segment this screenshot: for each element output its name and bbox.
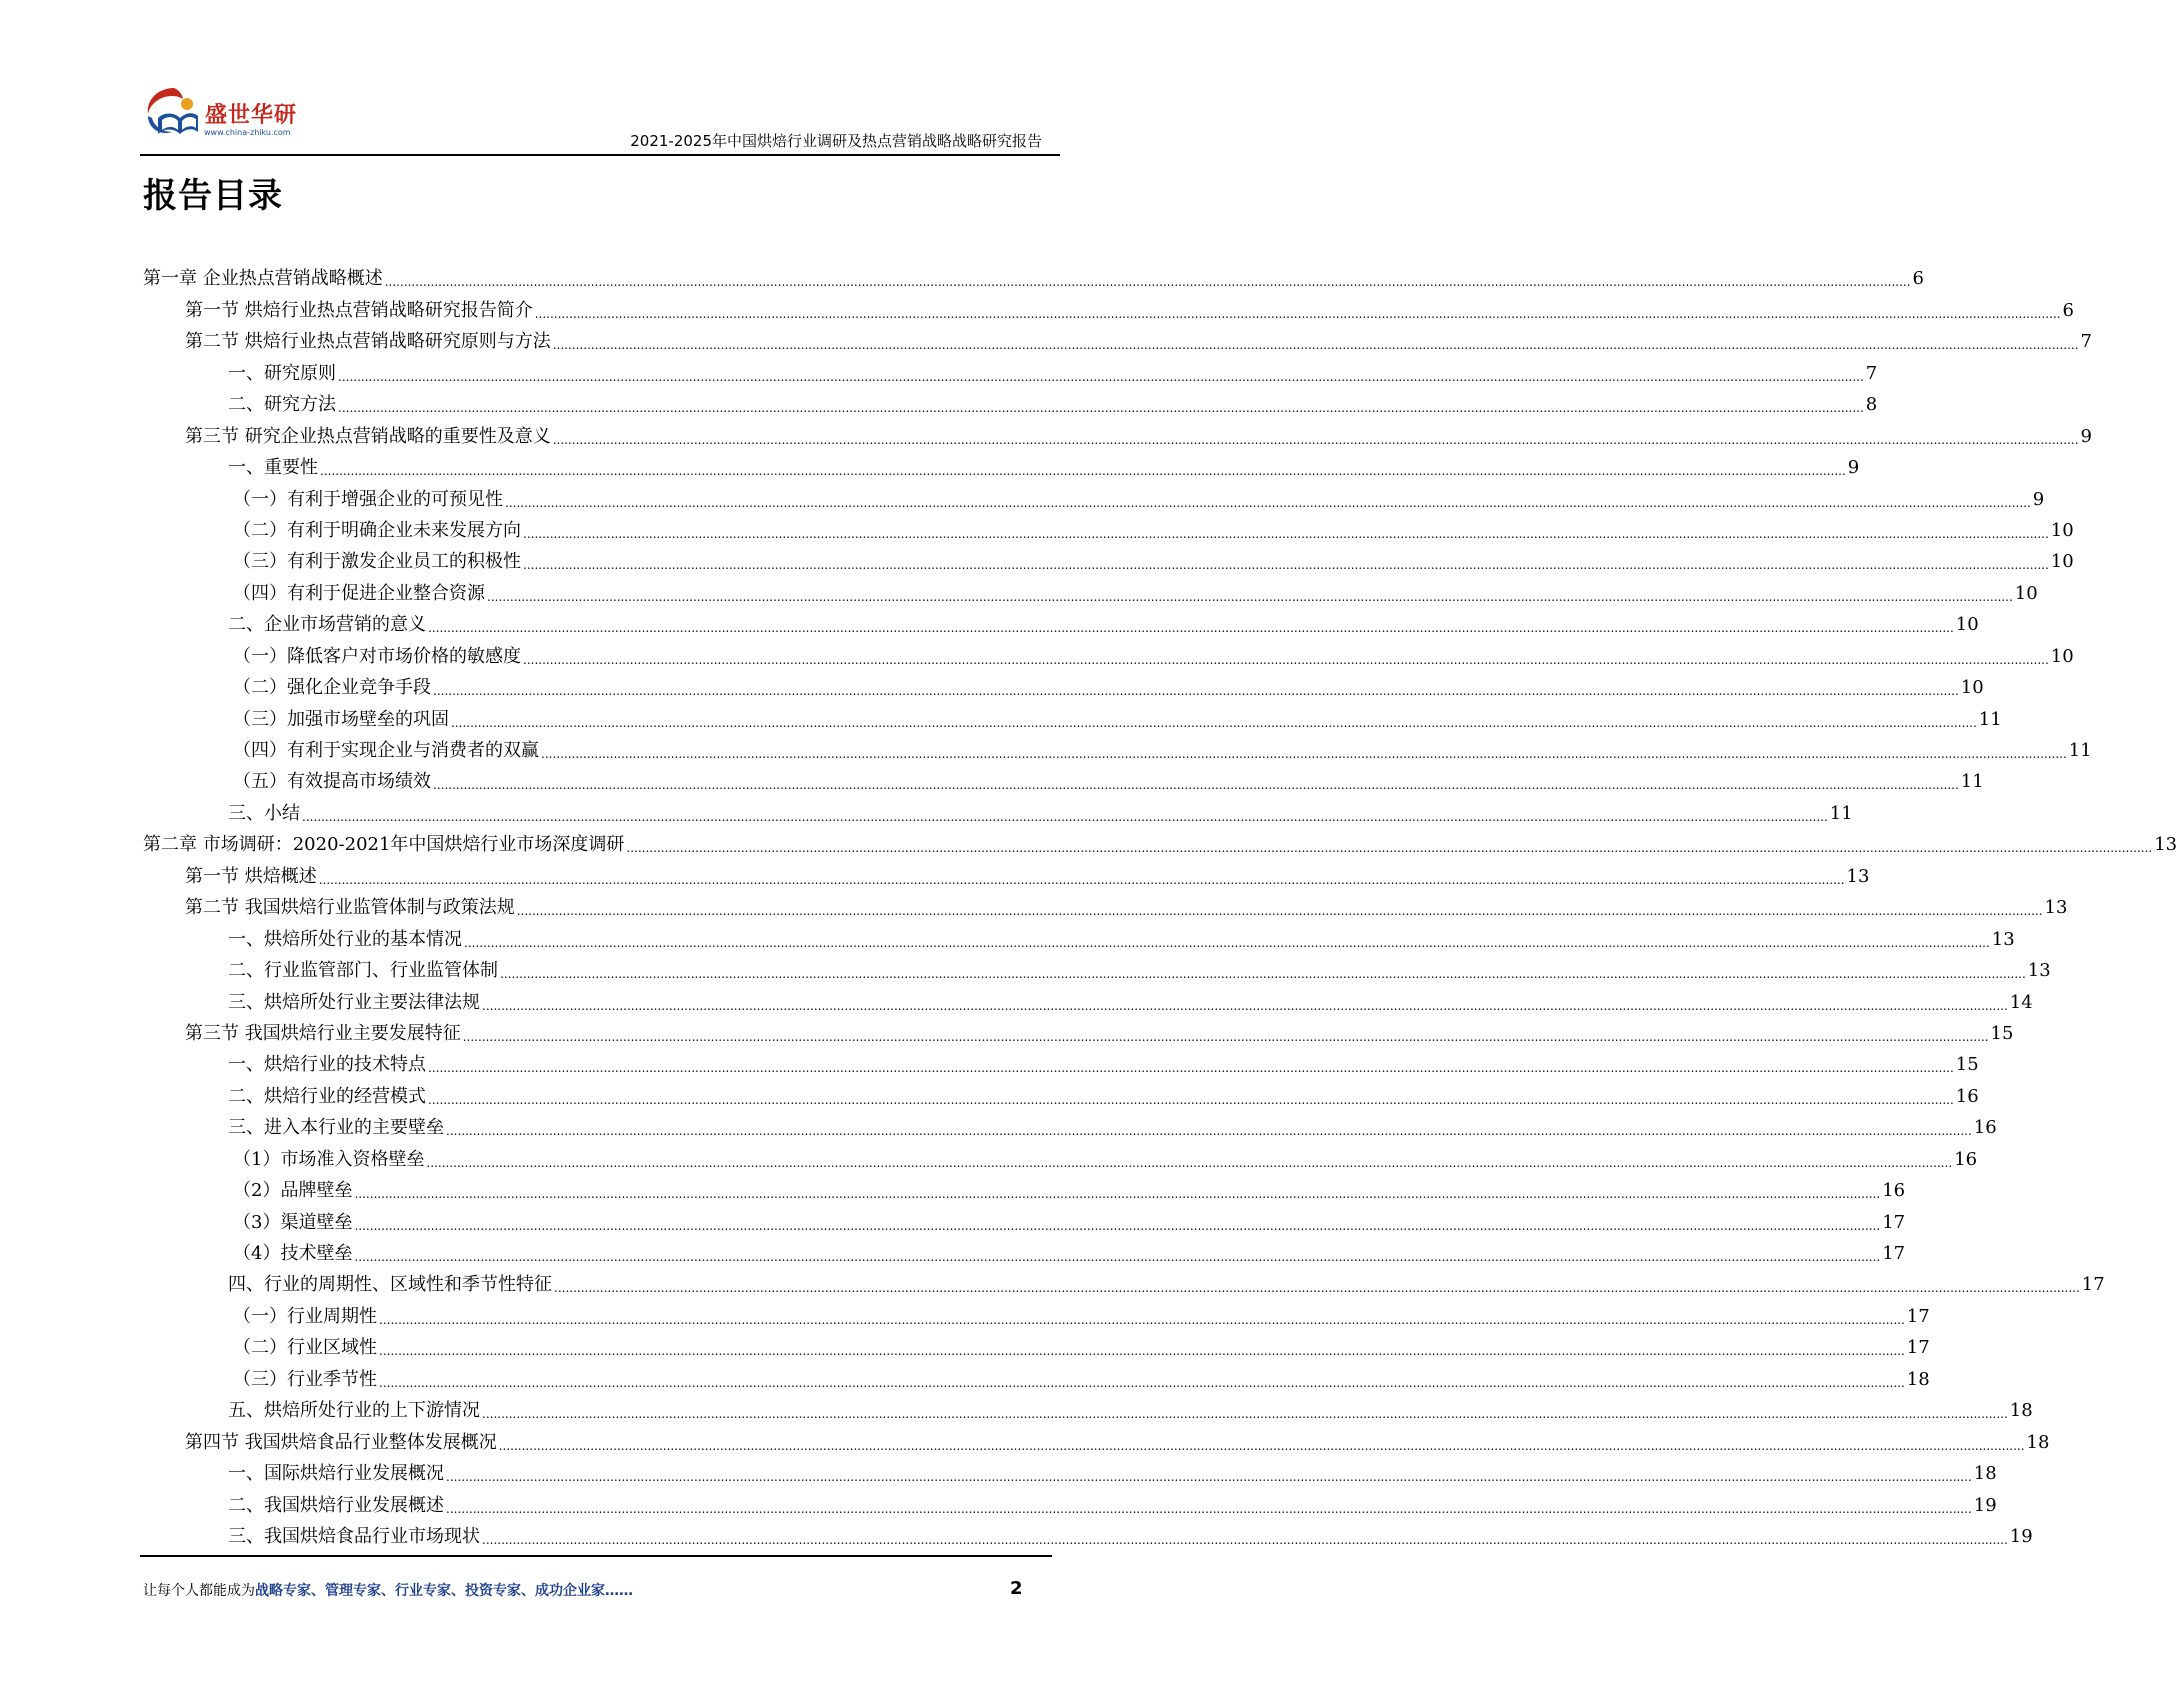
toc-entry[interactable]	[143, 1266, 2105, 1297]
toc-entry-title: 五、烘焙所处行业的上下游情况	[228, 1400, 480, 1422]
toc-entry-page: 10	[2050, 519, 2074, 541]
toc-leader-dots: ................................................................................................................................................................................................................................................................................................................................................................................................................	[433, 778, 1959, 793]
logo-url: www.china-zhiku.com	[204, 128, 291, 137]
toc-entry[interactable]	[143, 1077, 1979, 1108]
toc-entry-page: 8	[1865, 394, 1878, 416]
toc-leader-dots: ................................................................................................................................................................................................................................................................................................................................................................................................................	[482, 1407, 2008, 1422]
toc-entry-title: （四）有利于促进企业整合资源	[233, 582, 485, 604]
toc-entry-title: （2）品牌壁垒	[233, 1180, 353, 1202]
toc-entry-title: 第一节 烘焙行业热点营销战略研究报告简介	[185, 299, 533, 321]
toc-leader-dots: ................................................................................................................................................................................................................................................................................................................................................................................................................	[379, 1344, 1905, 1359]
toc-entry-page: 15	[1955, 1054, 1979, 1076]
toc-leader-dots: ................................................................................................................................................................................................................................................................................................................................................................................................................	[516, 904, 2043, 919]
toc-entry-page: 10	[2014, 582, 2038, 604]
toc-entry-title: 一、烘焙行业的技术特点	[228, 1054, 426, 1076]
toc-entry-page: 15	[1990, 1022, 2014, 1044]
toc-leader-dots: ................................................................................................................................................................................................................................................................................................................................................................................................................	[379, 1375, 1905, 1390]
toc-entry[interactable]	[143, 354, 1878, 385]
toc-entry[interactable]	[143, 763, 1984, 794]
toc-entry-title: （三）加强市场壁垒的巩固	[233, 708, 449, 730]
toc-entry-title: 一、研究原则	[228, 362, 336, 384]
toc-leader-dots: ................................................................................................................................................................................................................................................................................................................................................................................................................	[338, 401, 1864, 416]
toc-entry-page: 10	[1960, 677, 1984, 699]
logo-text: 盛世华研	[205, 103, 298, 128]
toc-entry-page: 16	[1882, 1180, 1906, 1202]
toc-entry-page: 11	[1960, 771, 1984, 793]
toc-entry-title: 第二章 市场调研：2020-2021年中国烘焙行业市场深度调研	[143, 834, 625, 856]
toc-entry-title: （五）有效提高市场绩效	[233, 771, 431, 793]
toc-entry-title: 一、烘焙所处行业的基本情况	[228, 928, 462, 950]
toc-leader-dots: ................................................................................................................................................................................................................................................................................................................................................................................................................	[500, 967, 2026, 982]
toc-entry[interactable]	[143, 1518, 2033, 1549]
toc-leader-dots: ................................................................................................................................................................................................................................................................................................................................................................................................................	[354, 1187, 1881, 1202]
toc-entry[interactable]	[143, 480, 2045, 511]
toc-entry-page: 6	[1912, 268, 1924, 290]
toc-entry-page: 16	[1954, 1148, 1978, 1170]
toc-leader-dots: ................................................................................................................................................................................................................................................................................................................................................................................................................	[302, 809, 1828, 824]
footer-slogan-highlight: 战略专家、管理专家、行业专家、投资专家、成功企业家……	[255, 1583, 633, 1599]
toc-leader-dots: ................................................................................................................................................................................................................................................................................................................................................................................................................	[523, 526, 2049, 541]
toc-entry-title: （四）有利于实现企业与消费者的双赢	[233, 740, 539, 761]
toc-leader-dots: ................................................................................................................................................................................................................................................................................................................................................................................................................	[354, 1250, 1881, 1264]
toc-leader-dots: ................................................................................................................................................................................................................................................................................................................................................................................................................	[464, 935, 1990, 950]
toc-leader-dots: ................................................................................................................................................................................................................................................................................................................................................................................................................	[554, 1281, 2080, 1296]
toc-entry[interactable]	[143, 574, 2038, 605]
toc-entry-title: （一）有利于增强企业的可预见性	[233, 488, 503, 510]
toc-entry-title: （3）渠道壁垒	[233, 1211, 353, 1233]
page-title: 报告目录	[143, 176, 283, 216]
toc-entry-title: 二、行业监管部门、行业监管体制	[228, 960, 498, 982]
toc-entry[interactable]	[143, 449, 1860, 480]
toc-entry-title: （一）降低客户对市场价格的敏感度	[233, 645, 521, 667]
toc-leader-dots: ................................................................................................................................................................................................................................................................................................................................................................................................................	[446, 1501, 1972, 1516]
toc-entry-title: 三、小结	[228, 802, 300, 824]
toc-entry-page: 13	[1991, 928, 2015, 950]
toc-entry-page: 13	[1846, 865, 1870, 887]
toc-leader-dots: ................................................................................................................................................................................................................................................................................................................................................................................................................	[487, 589, 2013, 604]
toc-entry-page: 6	[2062, 299, 2074, 321]
toc-entry-title: 第四节 我国烘焙食品行业整体发展概况	[185, 1431, 497, 1453]
header-divider	[140, 154, 1060, 156]
toc-entry-page: 18	[1973, 1463, 1997, 1485]
toc-leader-dots: ................................................................................................................................................................................................................................................................................................................................................................................................................	[338, 369, 1864, 384]
toc-entry-page: 14	[2009, 991, 2033, 1013]
toc-entry-title: （1）市场准入资格壁垒	[233, 1148, 425, 1170]
toc-entry[interactable]	[143, 857, 1870, 888]
toc-entry-title: 第二节 我国烘焙行业监管体制与政策法规	[185, 897, 515, 919]
toc-leader-dots: ................................................................................................................................................................................................................................................................................................................................................................................................................	[541, 747, 2067, 761]
toc-entry-page: 18	[2026, 1431, 2050, 1453]
toc-entry-title: 二、我国烘焙行业发展概述	[228, 1494, 444, 1516]
toc-entry-title: 二、研究方法	[228, 394, 336, 416]
toc-leader-dots: ................................................................................................................................................................................................................................................................................................................................................................................................................	[462, 1029, 1989, 1044]
toc-entry[interactable]	[143, 1423, 2050, 1454]
toc-leader-dots: ................................................................................................................................................................................................................................................................................................................................................................................................................	[534, 306, 2061, 321]
toc-entry-page: 16	[1955, 1085, 1979, 1107]
toc-leader-dots: ................................................................................................................................................................................................................................................................................................................................................................................................................	[428, 1061, 1954, 1076]
toc-leader-dots: ................................................................................................................................................................................................................................................................................................................................................................................................................	[523, 652, 2049, 667]
toc-leader-dots: ................................................................................................................................................................................................................................................................................................................................................................................................................	[552, 432, 2079, 447]
toc-entry-title: 二、烘焙行业的经营模式	[228, 1085, 426, 1107]
toc-leader-dots: ................................................................................................................................................................................................................................................................................................................................................................................................................	[552, 338, 2079, 353]
toc-entry-page: 17	[1882, 1243, 1906, 1264]
toc-entry-page: 13	[2044, 897, 2068, 919]
toc-entry-title: （三）行业季节性	[233, 1368, 377, 1390]
toc-entry-title: 第一节 烘焙概述	[185, 865, 317, 887]
toc-entry-page: 16	[1973, 1117, 1997, 1139]
toc-entry[interactable]	[143, 1109, 1997, 1140]
toc-entry-page: 17	[2081, 1274, 2105, 1296]
toc-leader-dots: ................................................................................................................................................................................................................................................................................................................................................................................................................	[318, 872, 1845, 887]
toc-entry[interactable]	[143, 1297, 1930, 1328]
toc-entry[interactable]	[143, 291, 2074, 322]
footer-slogan	[143, 1580, 633, 1600]
toc-entry-title: 四、行业的周期性、区域性和季节性特征	[228, 1274, 552, 1296]
toc-leader-dots: ................................................................................................................................................................................................................................................................................................................................................................................................................	[428, 621, 1954, 636]
toc-leader-dots: ................................................................................................................................................................................................................................................................................................................................................................................................................	[451, 715, 1977, 730]
toc-entry-page: 10	[1955, 614, 1979, 636]
toc-entry-page: 9	[2080, 425, 2092, 447]
toc-entry[interactable]	[143, 920, 2015, 951]
toc-entry[interactable]	[143, 1329, 1930, 1360]
page-number: 2	[1010, 1578, 1023, 1599]
toc-leader-dots: ................................................................................................................................................................................................................................................................................................................................................................................................................	[446, 1124, 1972, 1139]
toc-entry-title: 一、国际烘焙行业发展概况	[228, 1463, 444, 1485]
toc-entry[interactable]	[143, 512, 2074, 543]
toc-entry-page: 19	[1973, 1494, 1997, 1516]
toc-entry-page: 9	[1847, 457, 1860, 479]
toc-entry[interactable]	[143, 417, 2092, 448]
toc-leader-dots: ................................................................................................................................................................................................................................................................................................................................................................................................................	[482, 1532, 2008, 1547]
toc-entry-title: （二）行业区域性	[233, 1337, 377, 1359]
toc-entry-page: 13	[2027, 960, 2051, 982]
toc-entry[interactable]	[143, 983, 2033, 1014]
toc-leader-dots: ................................................................................................................................................................................................................................................................................................................................................................................................................	[354, 1218, 1881, 1233]
toc-entry-page: 11	[2068, 740, 2092, 761]
toc-entry-page: 13	[2154, 834, 2177, 856]
toc-leader-dots: ................................................................................................................................................................................................................................................................................................................................................................................................................	[626, 841, 2153, 856]
toc-entry-title: 第二节 烘焙行业热点营销战略研究原则与方法	[185, 331, 551, 353]
toc-entry-title: 第一章 企业热点营销战略概述	[143, 268, 383, 290]
toc-entry-page: 17	[1906, 1305, 1930, 1327]
toc-entry[interactable]	[143, 1235, 1906, 1266]
toc-entry-title: 三、烘焙所处行业主要法律法规	[228, 991, 480, 1013]
table-of-contents	[143, 260, 2177, 1549]
toc-entry[interactable]	[143, 543, 2074, 574]
toc-entry-title: 第三节 我国烘焙行业主要发展特征	[185, 1022, 461, 1044]
toc-leader-dots: ................................................................................................................................................................................................................................................................................................................................................................................................................	[379, 1312, 1905, 1327]
toc-leader-dots: ................................................................................................................................................................................................................................................................................................................................................................................................................	[426, 1155, 1953, 1170]
toc-entry-title: （二）有利于明确企业未来发展方向	[233, 519, 521, 541]
toc-leader-dots: ................................................................................................................................................................................................................................................................................................................................................................................................................	[320, 464, 1846, 479]
toc-entry[interactable]	[143, 700, 2002, 731]
toc-entry-title: 二、企业市场营销的意义	[228, 614, 426, 636]
toc-entry-page: 17	[1882, 1211, 1906, 1233]
toc-entry[interactable]	[143, 1140, 1978, 1171]
toc-entry-title: （三）有利于激发企业员工的积极性	[233, 551, 521, 573]
toc-entry[interactable]	[143, 606, 1979, 637]
toc-entry-page: 19	[2009, 1525, 2033, 1547]
toc-entry[interactable]	[143, 1360, 1930, 1391]
toc-entry[interactable]	[143, 952, 2051, 983]
toc-entry[interactable]	[143, 1046, 1979, 1077]
logo-emblem-icon	[140, 82, 204, 146]
toc-entry[interactable]	[143, 889, 2068, 920]
toc-entry-page: 11	[1978, 708, 2002, 730]
toc-entry[interactable]	[143, 732, 2092, 763]
toc-entry-page: 11	[1829, 802, 1853, 824]
toc-entry-page: 18	[2009, 1400, 2033, 1422]
toc-leader-dots: ................................................................................................................................................................................................................................................................................................................................................................................................................	[505, 495, 2031, 510]
toc-entry-title: 一、重要性	[228, 457, 318, 479]
toc-leader-dots: ................................................................................................................................................................................................................................................................................................................................................................................................................	[384, 275, 1911, 290]
toc-entry[interactable]	[143, 1203, 1906, 1234]
toc-entry-page: 10	[2050, 645, 2074, 667]
toc-entry[interactable]	[143, 386, 1878, 417]
toc-entry-page: 10	[2050, 551, 2074, 573]
toc-entry-title: 第三节 研究企业热点营销战略的重要性及意义	[185, 425, 551, 447]
toc-entry-title: （一）行业周期性	[233, 1305, 377, 1327]
toc-entry-title: 三、进入本行业的主要壁垒	[228, 1117, 444, 1139]
toc-entry[interactable]	[143, 1015, 2014, 1046]
toc-entry-title: （4）技术壁垒	[233, 1243, 353, 1264]
toc-entry[interactable]	[143, 794, 1853, 825]
toc-entry[interactable]	[143, 1455, 1997, 1486]
toc-leader-dots: ................................................................................................................................................................................................................................................................................................................................................................................................................	[446, 1470, 1972, 1485]
toc-leader-dots: ................................................................................................................................................................................................................................................................................................................................................................................................................	[498, 1438, 2025, 1453]
footer-slogan-prefix: 让每个人都能成为	[143, 1583, 255, 1599]
toc-entry[interactable]	[143, 323, 2092, 354]
toc-entry[interactable]	[143, 1486, 1997, 1517]
toc-entry-page: 9	[2032, 488, 2045, 510]
toc-leader-dots: ................................................................................................................................................................................................................................................................................................................................................................................................................	[433, 684, 1959, 699]
toc-entry-title: （二）强化企业竞争手段	[233, 677, 431, 699]
toc-entry-page: 18	[1906, 1368, 1930, 1390]
toc-entry-page: 7	[2080, 331, 2092, 353]
toc-entry-page: 17	[1906, 1337, 1930, 1359]
toc-leader-dots: ................................................................................................................................................................................................................................................................................................................................................................................................................	[428, 1092, 1954, 1107]
toc-entry-title: 三、我国烘焙食品行业市场现状	[228, 1525, 480, 1547]
toc-entry-page: 7	[1865, 362, 1878, 384]
toc-entry[interactable]	[143, 1172, 1906, 1203]
toc-leader-dots: ................................................................................................................................................................................................................................................................................................................................................................................................................	[523, 558, 2049, 573]
toc-entry[interactable]	[143, 826, 2177, 857]
toc-entry[interactable]	[143, 637, 2074, 668]
toc-entry[interactable]	[143, 260, 1924, 291]
toc-leader-dots: ................................................................................................................................................................................................................................................................................................................................................................................................................	[482, 998, 2008, 1013]
document-title: 2021-2025年中国烘焙行业调研及热点营销战略战略研究报告	[630, 132, 1042, 150]
company-logo	[140, 82, 315, 148]
page-header	[140, 82, 1060, 160]
footer-divider	[140, 1555, 1052, 1557]
toc-entry[interactable]	[143, 1392, 2033, 1423]
toc-entry[interactable]	[143, 669, 1984, 700]
